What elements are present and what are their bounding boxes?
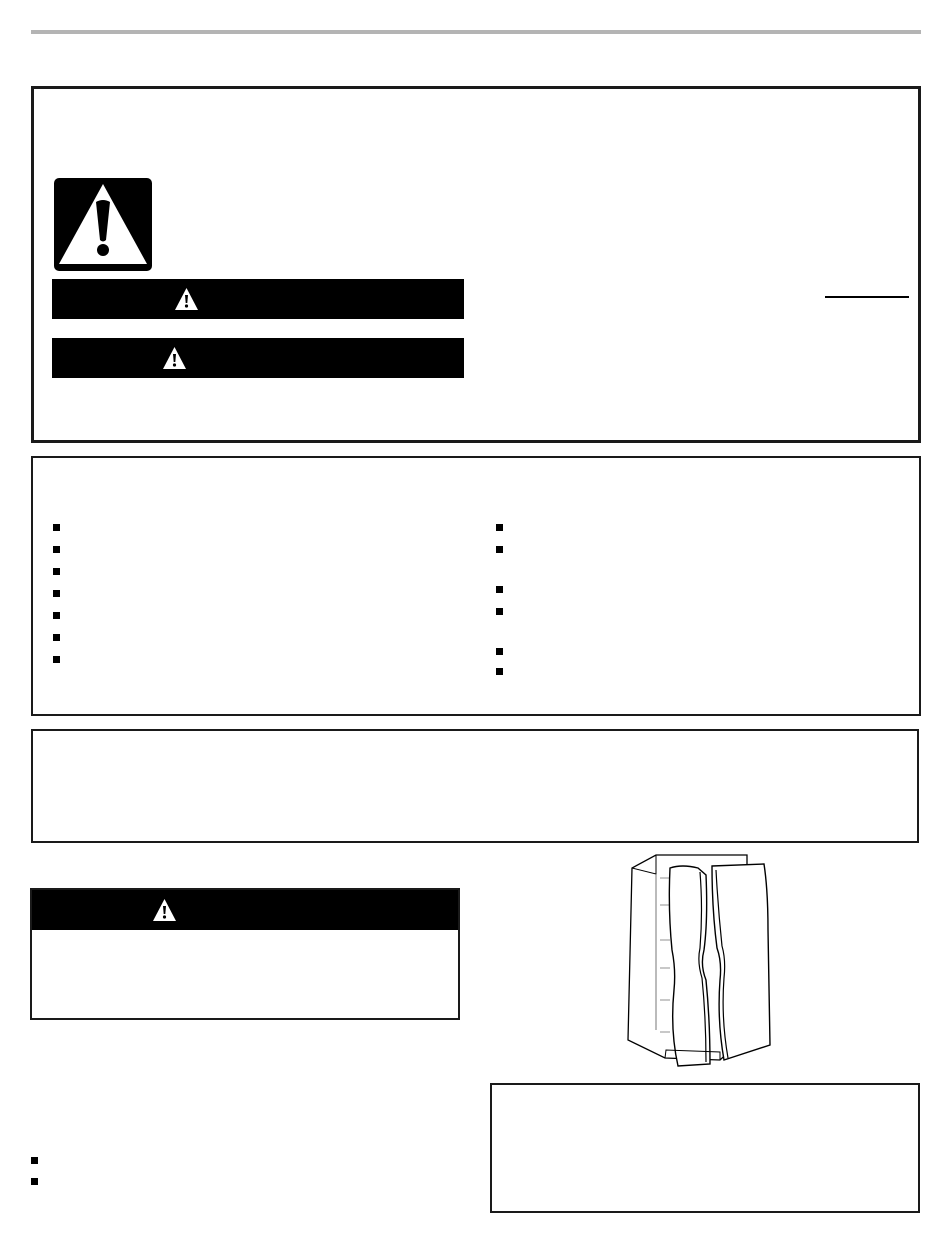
list-bullet — [496, 586, 503, 593]
list-bullet — [31, 1178, 38, 1185]
warning-header-bar — [32, 890, 458, 930]
list-bullet — [496, 608, 503, 615]
list-bullet — [496, 546, 503, 553]
list-bullet — [53, 568, 60, 575]
list-bullet — [53, 656, 60, 663]
safety-alert-box — [31, 86, 921, 443]
danger-signal-bar — [52, 279, 464, 319]
exclamation-triangle-icon — [152, 898, 177, 922]
exclamation-triangle-icon — [162, 346, 187, 370]
important-instructions-box — [31, 456, 921, 716]
warning-panel — [30, 888, 460, 1020]
list-bullet — [53, 634, 60, 641]
list-bullet — [53, 590, 60, 597]
list-bullet — [53, 546, 60, 553]
warning-signal-bar — [52, 338, 464, 378]
list-bullet — [496, 648, 503, 655]
child-entrapment-box — [31, 729, 919, 843]
exclamation-triangle-icon — [54, 178, 152, 271]
refrigerator-doors-removed-illustration — [620, 850, 775, 1075]
list-bullet — [31, 1157, 38, 1164]
list-bullet — [496, 668, 503, 675]
page-header-rule — [31, 30, 921, 34]
list-bullet — [53, 524, 60, 531]
list-bullet — [53, 612, 60, 619]
list-bullet — [496, 524, 503, 531]
exclamation-triangle-icon — [174, 287, 199, 311]
note-box — [490, 1083, 920, 1213]
underline-mark — [825, 296, 909, 298]
